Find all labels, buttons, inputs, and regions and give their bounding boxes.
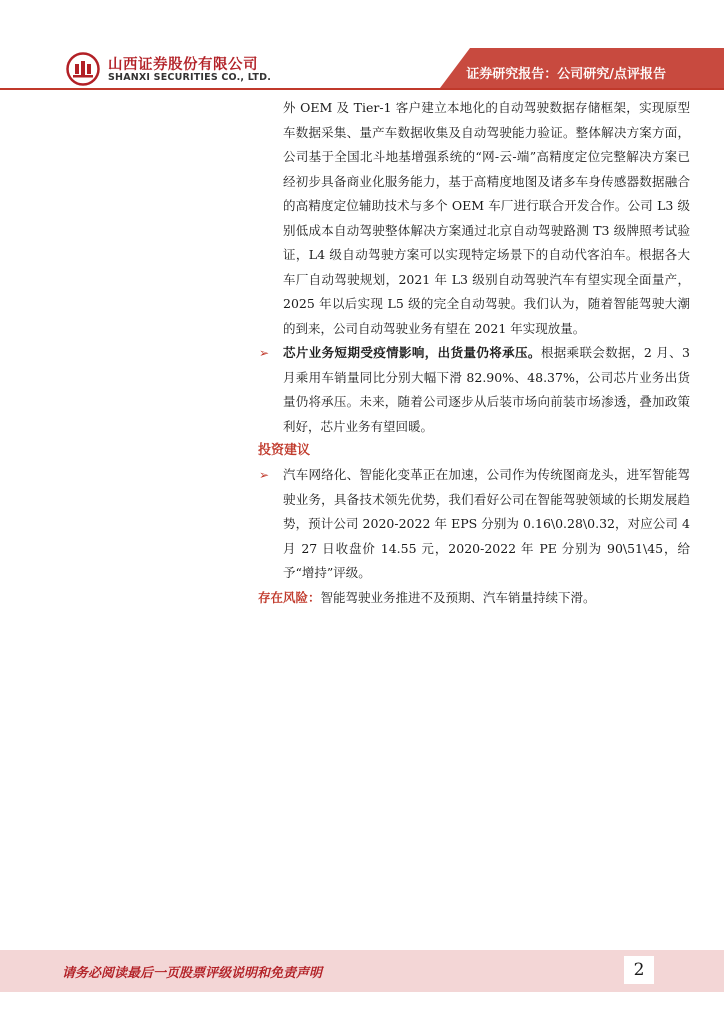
chip-heading: 芯片业务短期受疫情影响，出货量仍将承压。 [283, 345, 541, 360]
risk-paragraph [258, 586, 690, 610]
invest-advice-title: 投资建议 [258, 443, 311, 458]
page-footer [0, 950, 724, 992]
bullet-arrow-icon: ➢ [259, 468, 270, 482]
company-name-cn: 山西证券股份有限公司 [108, 57, 258, 73]
risk-label: 存在风险： [258, 589, 321, 605]
chip-text: 根据乘联会数据，2 月、3 月乘用车销量同比分别大幅下滑 82.90%、48.37%，公司芯片业务出货量仍将承压。未来，随着公司逐步从后装市场向前装市场渗透，叠加政策利好，芯片业务有望回暖。 [283, 345, 690, 434]
bullet-arrow-icon: ➢ [259, 346, 270, 360]
disclaimer-notice: 请务必阅读最后一页股票评级说明和免责声明 [62, 966, 323, 981]
invest-advice-paragraph [258, 463, 690, 586]
invest-advice-text: 汽车网络化、智能化变革正在加速，公司作为传统图商龙头，进军智能驾驶业务，具备技术领先优势，我们看好公司在智能驾驶领域的长期发展趋势，预计公司 2020-2022 年 EPS 分别为 0.16\0.28\0.32，对应公司 4 月 27 日收盘价 14.55 元，2020-2022 年 PE 分别为 90\51\45，给予“增持”评级。 [283, 467, 690, 580]
autodrive-paragraph: 外 OEM 及 Tier-1 客户建立本地化的自动驾驶数据存储框架，实现原型车数据采集、量产车数据收集及自动驾驶能力验证。整体解决方案方面，公司基于全国北斗地基增强系统的“网-云-端”高精度定位完整解决方案已经初步具备商业化服务能力，基于高精度地图及诸多车身传感器数据融合的高精度定位辅助技术与多个 OEM 车厂进行联合开发合作。公司 L3 级别低成本自动驾驶整体解决方案通过北京自动驾驶路测 T3 级牌照考试验证，L4 级自动驾驶方案可以实现特定场景下的自动代客泊车。根据各大车厂自动驾驶规划，2021 年 L3 级别自动驾驶汽车有望实现全面量产，2025 年以后实现 L5 级的完全自动驾驶。我们认为，随着智能驾驶大潮的到来，公司自动驾驶业务有望在 2021 年实现放量。 [283, 100, 690, 336]
report-type-label: 证券研究报告：公司研究/点评报告 [466, 67, 666, 82]
company-name-en: SHANXI SECURITIES CO., LTD. [108, 72, 272, 83]
report-body [258, 96, 690, 610]
risk-text: 智能驾驶业务推进不及预期、汽车销量持续下滑。 [320, 589, 596, 605]
chip-business-paragraph [258, 341, 690, 439]
page-header [0, 0, 724, 95]
header-divider [0, 88, 724, 90]
page-number: 2 [624, 956, 654, 984]
